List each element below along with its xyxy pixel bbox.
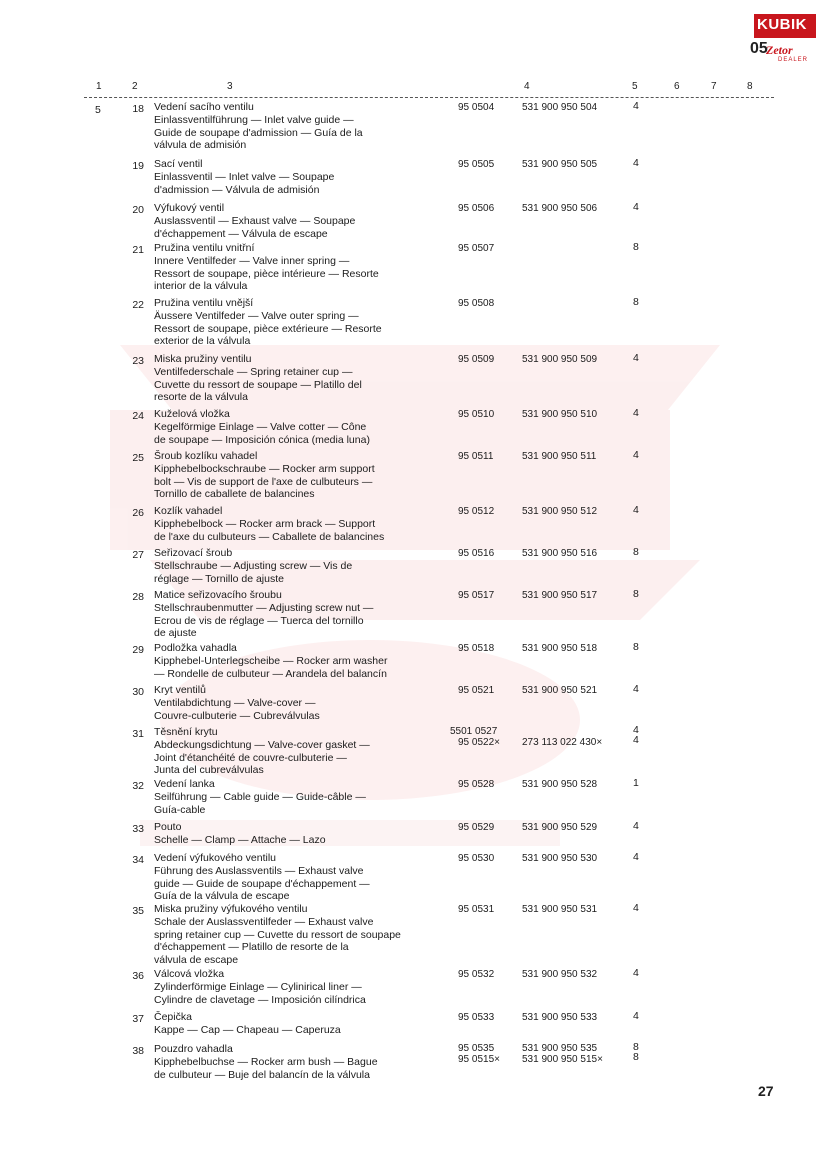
zetor-brand: Zetor (766, 43, 793, 57)
description-line: Kryt ventilů (154, 684, 206, 696)
quantity: 4 (633, 820, 639, 832)
part-number-old: 5501 0527 (450, 726, 498, 737)
quantity: 4 (633, 504, 639, 516)
description-line: spring retainer cup — Cuvette du ressort de soupape (154, 928, 401, 941)
quantity: 1 (633, 777, 639, 789)
quantity: 8 (633, 296, 639, 308)
description-line: Kappe — Cap — Chapeau — Caperuza (154, 1023, 341, 1036)
item-number: 20 (132, 204, 144, 216)
col-header-6: 6 (674, 81, 680, 92)
col-header-5: 5 (632, 81, 638, 92)
description-line: Sací ventil (154, 158, 203, 170)
description-line: d'échappement — Platillo de resorte de la (154, 941, 349, 954)
part-number-new: 531 900 950 517 (522, 590, 598, 601)
part-number-old: 95 0512 (458, 506, 495, 517)
description-line: Zylinderförmige Einlage — Cylinirical liner — (154, 980, 362, 993)
item-description (154, 778, 454, 816)
description-line: Vedení lanka (154, 778, 215, 790)
part-number-old: 95 0531 (458, 904, 495, 915)
item-description (154, 589, 454, 640)
part-number-old: 95 0518 (458, 643, 495, 654)
part-number-old: 95 0522× (458, 737, 500, 748)
item-description (154, 821, 454, 847)
quantity: 4 (633, 100, 639, 112)
part-number-old: 95 0507 (458, 243, 495, 254)
description-line: Kipphebelbockschraube — Rocker arm support (154, 462, 375, 475)
quantity: 4 (633, 1010, 639, 1022)
part-number-new: 531 900 950 533 (522, 1012, 598, 1023)
description-line: de soupape — Imposición cónica (media luna) (154, 433, 370, 446)
item-number: 35 (132, 905, 144, 917)
description-line: Pružina ventilu vnitřní (154, 242, 255, 254)
group-number: 5 (95, 104, 101, 116)
part-number-new: 531 900 950 529 (522, 822, 598, 833)
part-number-old: 95 0515× (458, 1054, 500, 1065)
item-number: 33 (132, 823, 144, 835)
kubik-logo (750, 14, 818, 64)
quantity: 8 (633, 588, 639, 600)
description-line: réglage — Tornillo de ajuste (154, 572, 284, 585)
description-line: Vedení výfukového ventilu (154, 852, 277, 864)
description-line: de culbuteur — Buje del balancín de la válvula (154, 1068, 370, 1081)
description-line: Kipphebel-Unterlegscheibe — Rocker arm washer (154, 654, 388, 667)
logo-code: 05 (750, 40, 768, 57)
description-line: Pouzdro vahadla (154, 1043, 233, 1055)
item-description (154, 408, 454, 446)
description-line: Šroub kozlíku vahadel (154, 450, 258, 462)
item-description (154, 642, 454, 680)
description-line: de l'axe du culbuteurs — Caballete de balancines (154, 530, 385, 543)
item-description (154, 852, 454, 903)
description-line: Guía de la válvula de escape (154, 890, 290, 903)
part-number-old: 95 0510 (458, 409, 495, 420)
item-number: 26 (132, 507, 144, 519)
item-description (154, 547, 454, 585)
description-line: Couvre-culbuterie — Cubreválvulas (154, 709, 320, 722)
kubik-badge (754, 14, 816, 38)
quantity: 4 (633, 902, 639, 914)
description-line: Čepička (154, 1011, 192, 1023)
description-line: Äussere Ventilfeder — Valve outer spring — (154, 309, 359, 322)
quantity: 8 (633, 546, 639, 558)
description-line: Miska pružiny výfukového ventilu (154, 903, 308, 915)
description-line: d'admission — Válvula de admisión (154, 183, 320, 196)
description-line: Kegelförmige Einlage — Valve cotter — Cône (154, 420, 367, 433)
description-line: Kipphebelbock — Rocker arm brack — Support (154, 517, 376, 530)
description-line: Kipphebelbuchse — Rocker arm bush — Bague (154, 1055, 378, 1068)
description-line: Abdeckungsdichtung — Valve-cover gasket — (154, 738, 370, 751)
quantity: 4 (633, 449, 639, 461)
item-description (154, 450, 454, 501)
description-line: Těsnění krytu (154, 726, 218, 738)
description-line: Guide de soupape d'admission — Guía de la (154, 126, 363, 139)
page-number: 27 (758, 1083, 774, 1099)
part-number-old: 95 0516 (458, 548, 495, 559)
dealer-text: DEALER (778, 57, 809, 63)
description-line: Einlassventil — Inlet valve — Soupape (154, 170, 335, 183)
item-description (154, 684, 454, 722)
description-line: Pouto (154, 821, 182, 833)
part-number-old: 95 0529 (458, 822, 495, 833)
col-header-8: 8 (747, 81, 753, 92)
description-line: de ajuste (154, 627, 197, 640)
item-description (154, 726, 454, 777)
part-number-old: 95 0508 (458, 298, 495, 309)
description-line: Miska pružiny ventilu (154, 353, 252, 365)
description-line: Ressort de soupape, pièce extérieure — Resorte (154, 322, 382, 335)
part-number-old: 95 0533 (458, 1012, 495, 1023)
description-line: Stellschraube — Adjusting screw — Vis de (154, 559, 353, 572)
quantity: 4 (633, 967, 639, 979)
description-line: Matice seřizovacího šroubu (154, 589, 282, 601)
description-line: guide — Guide de soupape d'échappement — (154, 877, 370, 890)
quantity: 8 (633, 1051, 639, 1063)
item-number: 18 (132, 103, 144, 115)
description-line: interior de la válvula (154, 280, 248, 293)
item-description (154, 1043, 454, 1081)
item-number: 22 (132, 299, 144, 311)
part-number-new: 531 900 950 505 (522, 159, 598, 170)
description-line: válvula de admisión (154, 139, 247, 152)
description-line: Ventilfederschale — Spring retainer cup — (154, 365, 353, 378)
item-number: 38 (132, 1045, 144, 1057)
item-description (154, 968, 454, 1006)
col-header-3: 3 (227, 81, 233, 92)
item-description (154, 353, 454, 404)
item-number: 28 (132, 591, 144, 603)
part-number-old: 95 0528 (458, 779, 495, 790)
description-line: bolt — Vis de support de l'axe de culbuteurs — (154, 475, 373, 488)
item-number: 30 (132, 686, 144, 698)
part-number-new: 273 113 022 430× (522, 737, 603, 748)
part-number-old: 95 0506 (458, 203, 495, 214)
description-line: Guía-cable (154, 803, 206, 816)
item-number: 32 (132, 780, 144, 792)
part-number-new: 531 900 950 515× (522, 1054, 603, 1065)
quantity: 4 (633, 734, 639, 746)
description-line: Kuželová vložka (154, 408, 230, 420)
description-line: válvula de escape (154, 954, 239, 967)
description-line: Junta del cubreválvulas (154, 764, 264, 777)
item-number: 21 (132, 244, 144, 256)
description-line: Seilführung — Cable guide — Guide-câble — (154, 790, 366, 803)
quantity: 8 (633, 1041, 639, 1053)
part-number-new: 531 900 950 516 (522, 548, 598, 559)
description-line: — Rondelle de culbuteur — Arandela del balancín (154, 667, 387, 680)
col-header-7: 7 (711, 81, 717, 92)
description-line: Cuvette du ressort de soupape — Platillo del (154, 378, 362, 391)
description-line: exterior de la válvula (154, 335, 251, 348)
part-number-old: 95 0535 (458, 1043, 495, 1054)
description-line: Výfukový ventil (154, 202, 225, 214)
description-line: Cylindre de clavetage — Imposición cilíndrica (154, 993, 366, 1006)
item-description (154, 202, 454, 240)
item-description (154, 903, 454, 967)
description-line: Kozlík vahadel (154, 505, 223, 517)
part-number-new: 531 900 950 512 (522, 506, 598, 517)
part-number-old: 95 0521 (458, 685, 495, 696)
description-line: d'échappement — Válvula de escape (154, 227, 328, 240)
part-number-old: 95 0530 (458, 853, 495, 864)
logo-brand: KUBIK (757, 16, 807, 33)
part-number-new: 531 900 950 531 (522, 904, 598, 915)
description-line: Schelle — Clamp — Attache — Lazo (154, 833, 326, 846)
description-line: Einlassventilführung — Inlet valve guide — (154, 113, 354, 126)
quantity: 4 (633, 851, 639, 863)
part-number-new: 531 900 950 509 (522, 354, 598, 365)
item-number: 19 (132, 160, 144, 172)
part-number-new: 531 900 950 535 (522, 1043, 598, 1054)
col-header-1: 1 (96, 81, 102, 92)
description-line: Ressort de soupape, pièce intérieure — Resorte (154, 267, 379, 280)
quantity: 8 (633, 641, 639, 653)
part-number-new: 531 900 950 528 (522, 779, 598, 790)
description-line: Pružina ventilu vnější (154, 297, 254, 309)
part-number-new: 531 900 950 504 (522, 102, 598, 113)
description-line: resorte de la válvula (154, 391, 248, 404)
description-line: Válcová vložka (154, 968, 225, 980)
quantity: 4 (633, 683, 639, 695)
col-header-4: 4 (524, 81, 530, 92)
item-description (154, 1011, 454, 1037)
part-number-new: 531 900 950 518 (522, 643, 598, 654)
description-line: Ventilabdichtung — Valve-cover — (154, 696, 316, 709)
item-description (154, 505, 454, 543)
quantity: 8 (633, 241, 639, 253)
item-number: 36 (132, 970, 144, 982)
part-number-old: 95 0509 (458, 354, 495, 365)
col-header-2: 2 (132, 81, 138, 92)
description-line: Ecrou de vis de réglage — Tuerca del tornillo (154, 614, 364, 627)
part-number-new: 531 900 950 530 (522, 853, 598, 864)
description-line: Podložka vahadla (154, 642, 237, 654)
item-description (154, 297, 454, 348)
quantity: 4 (633, 157, 639, 169)
quantity: 4 (633, 724, 639, 736)
item-description (154, 158, 454, 196)
part-number-old: 95 0505 (458, 159, 495, 170)
item-description (154, 101, 454, 152)
description-line: Tornillo de caballete de balancines (154, 488, 315, 501)
quantity: 4 (633, 352, 639, 364)
quantity: 4 (633, 201, 639, 213)
header-divider (84, 97, 774, 98)
description-line: Vedení sacího ventilu (154, 101, 254, 113)
description-line: Schale der Auslassventilfeder — Exhaust valve (154, 915, 374, 928)
item-number: 27 (132, 549, 144, 561)
description-line: Innere Ventilfeder — Valve inner spring — (154, 254, 350, 267)
description-line: Auslassventil — Exhaust valve — Soupape (154, 214, 356, 227)
part-number-new: 531 900 950 510 (522, 409, 598, 420)
part-number-old: 95 0532 (458, 969, 495, 980)
description-line: Führung des Auslassventils — Exhaust valve (154, 864, 364, 877)
part-number-old: 95 0517 (458, 590, 495, 601)
part-number-old: 95 0511 (458, 451, 494, 462)
item-number: 31 (132, 728, 144, 740)
item-number: 25 (132, 452, 144, 464)
part-number-old: 95 0504 (458, 102, 495, 113)
part-number-new: 531 900 950 506 (522, 203, 598, 214)
part-number-new: 531 900 950 511 (522, 451, 597, 462)
item-number: 29 (132, 644, 144, 656)
description-line: Joint d'étanchéité de couvre-culbuterie — (154, 751, 347, 764)
item-number: 34 (132, 854, 144, 866)
quantity: 4 (633, 407, 639, 419)
item-number: 37 (132, 1013, 144, 1025)
description-line: Seřizovací šroub (154, 547, 233, 559)
part-number-new: 531 900 950 532 (522, 969, 598, 980)
item-number: 23 (132, 355, 144, 367)
description-line: Stellschraubenmutter — Adjusting screw nut — (154, 601, 374, 614)
part-number-new: 531 900 950 521 (522, 685, 598, 696)
item-number: 24 (132, 410, 144, 422)
item-description (154, 242, 454, 293)
